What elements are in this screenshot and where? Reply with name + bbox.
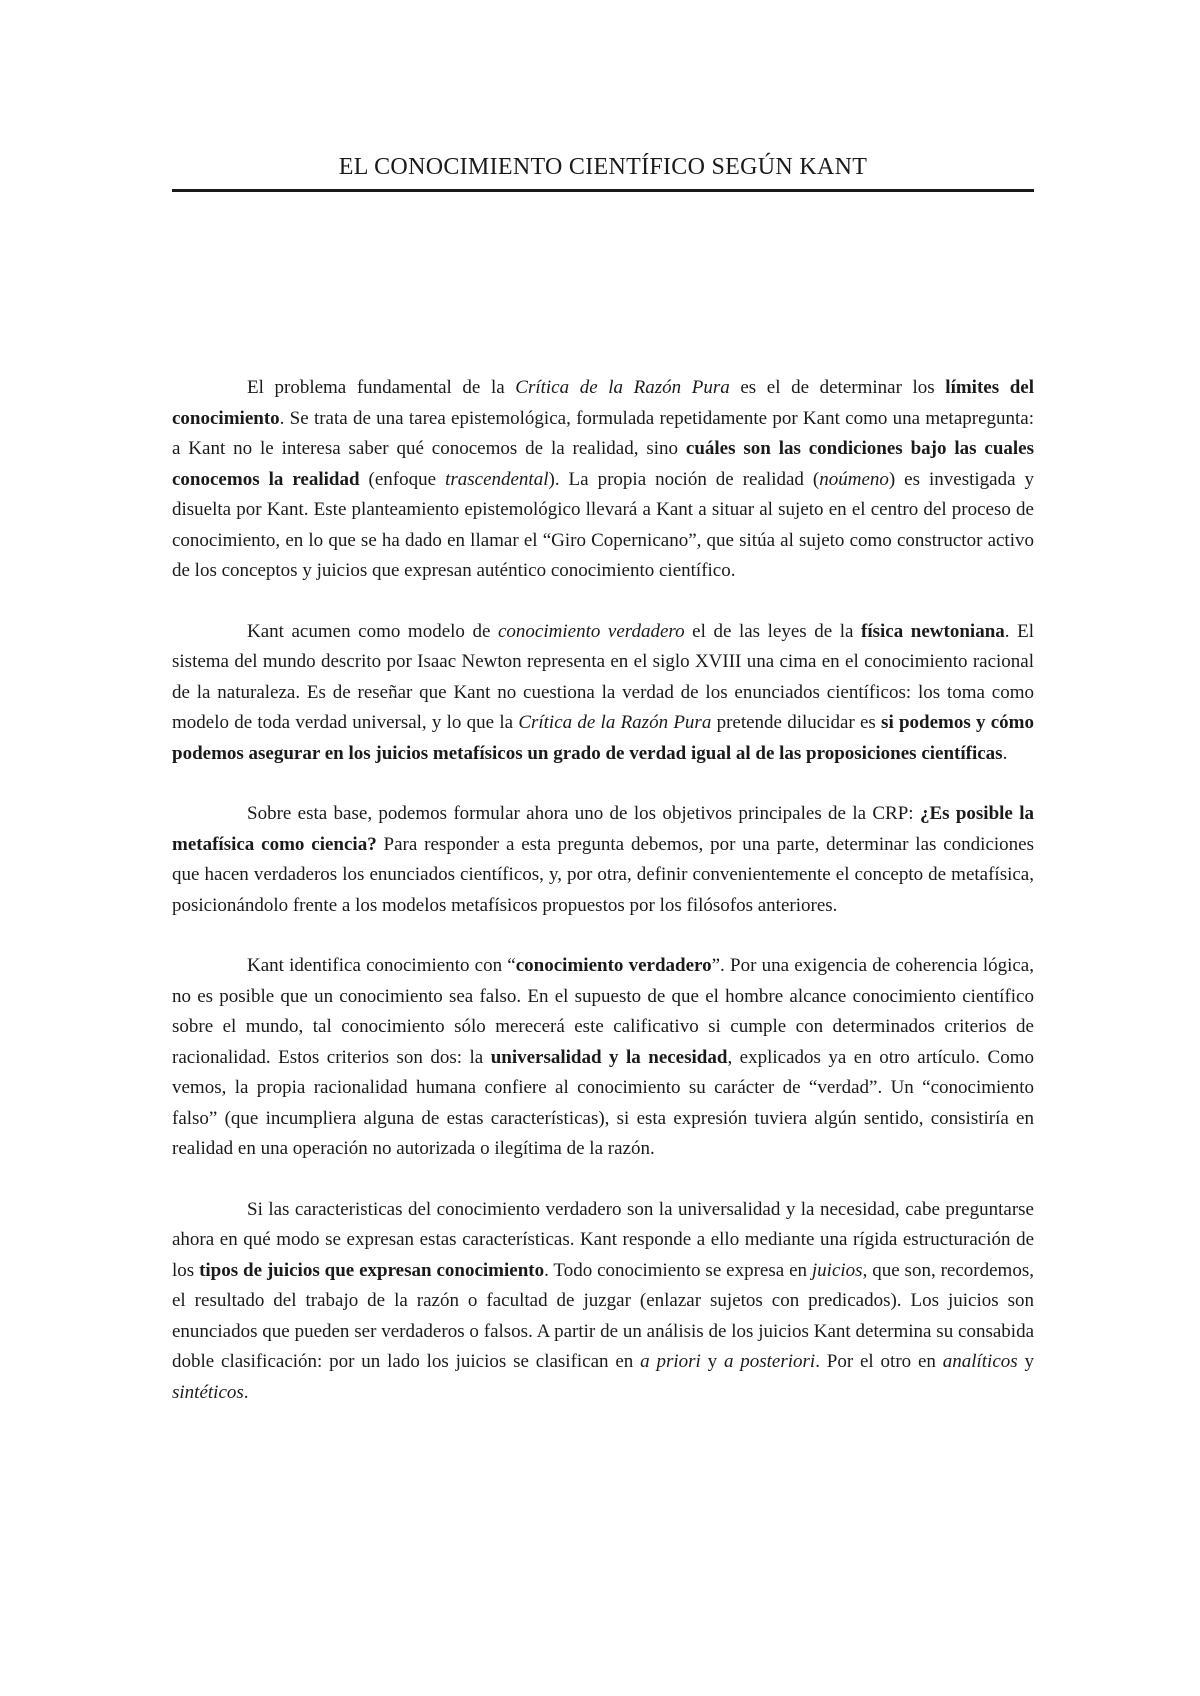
text-run-italic: juicios (811, 1259, 863, 1281)
text-run: y (1017, 1351, 1034, 1372)
text-run: ) es investigada y disuelta por Kant. Este planteamiento epistemológico llevará a Kant a situar al sujeto en el centro del proceso de conocimiento, en lo que se ha dado en llamar el “Giro Copernicano”, que sitúa al sujeto como constructor activo de los conceptos y juicios que expresan auténtico conocimiento científico. (172, 468, 1035, 581)
text-run: , explicados ya en otro artículo. Como vemos, la propia racionalidad humana confiere al conocimiento su carácter de “verdad”. Un “conocimiento falso” (que incumpliera alguna de estas características), si esta expresión tuviera algún sentido, consistiría en realidad en una operación no autorizada o ilegítima de la razón. (172, 1046, 1034, 1159)
paragraph-3 (172, 799, 1034, 921)
text-run: el de las leyes de la (684, 620, 862, 642)
text-run-italic: Crítica de la Razón Pura (518, 712, 712, 733)
text-run-bold: física newtoniana (861, 620, 1005, 642)
text-run-bold: tipos de juicios que expresan conocimiento (199, 1259, 545, 1281)
text-run: . (243, 1381, 249, 1403)
text-run: El problema fundamental de la (247, 377, 516, 398)
text-run: Kant acumen como modelo de (247, 620, 498, 642)
paragraph-2 (172, 617, 1034, 770)
document-title: EL CONOCIMIENTO CIENTÍFICO SEGÚN KANT (338, 154, 868, 180)
document-body (172, 373, 1034, 1408)
text-run-italic: trascendental (445, 468, 549, 490)
text-run-bold: universalidad y la necesidad (490, 1046, 728, 1068)
text-run: Kant identifica conocimiento con “ (247, 955, 516, 976)
text-run: (enfoque (359, 468, 446, 490)
paragraph-1 (172, 373, 1034, 587)
text-run: . El sistema del mundo descrito por Isaac Newton representa en el siglo XVIII una cima en el conocimiento racional de la naturaleza. Es de reseñar que Kant no cuestiona la verdad de los enunciados científicos: los toma como modelo de toda verdad universal, y lo que la (172, 620, 1034, 733)
text-run-italic: sintéticos (172, 1381, 244, 1403)
text-run: Si las caracteristicas del conocimiento verdadero son la universalidad y la necesidad, cabe preguntarse ahora en qué modo se expresan estas características. Kant responde a ello mediante una rígida estructuración de los (172, 1198, 1034, 1281)
text-run-italic: noúmeno (819, 468, 889, 490)
text-run-italic: analíticos (942, 1351, 1018, 1372)
text-run-italic: a priori (640, 1351, 701, 1372)
text-run: Sobre esta base, podemos formular ahora uno de los objetivos principales de la CRP: (247, 803, 920, 824)
text-run: ). La propia noción de realidad ( (548, 468, 820, 490)
text-run: es el de determinar los (729, 377, 946, 398)
text-run: ”. Por una exigencia de coherencia lógica, no es posible que un conocimiento sea falso. En el supuesto de que el hombre alcance conocimiento científico sobre el mundo, tal conocimiento sólo merecerá este calificativo si cumple con determinados criterios de racionalidad. Estos criterios son dos: la (172, 955, 1034, 1068)
text-run: Para responder a esta pregunta debemos, por una parte, determinar las condiciones que hacen verdaderos los enunciados científicos, y, por otra, definir convenientemente el concepto de metafísica, posicionándolo frente a los modelos metafísicos propuestos por los filósofos anteriores. (172, 833, 1034, 916)
text-run: , que son, recordemos, el resultado del trabajo de la razón o facultad de juzgar (enlazar sujetos con predicados). Los juicios son enunciados que pueden ser verdaderos o falsos. A partir de un análisis de los juicios Kant determina su consabida doble clasificación: por un lado los juicios se clasifican en (172, 1259, 1034, 1372)
text-run-bold: si podemos y cómo podemos asegurar en los juicios metafísicos un grado de verdad igual al de las proposiciones científicas (172, 712, 1034, 764)
text-run-bold: límites del conocimiento (172, 377, 1034, 429)
text-run-bold: conocimiento verdadero (515, 955, 712, 976)
text-run: . Todo conocimiento se expresa en (544, 1259, 812, 1281)
text-run-italic: conocimiento verdadero (498, 620, 685, 642)
text-run: pretende dilucidar es (711, 712, 882, 733)
text-run: . (1002, 742, 1008, 764)
paragraph-5 (172, 1195, 1034, 1409)
text-run-italic: a posteriori (723, 1351, 816, 1372)
text-run-bold: cuáles son las condiciones bajo las cuales conocemos la realidad (172, 438, 1034, 490)
title-underline (172, 189, 1034, 192)
text-run: . Se trata de una tarea epistemológica, formulada repetidamente por Kant como una metapregunta: a Kant no le interesa saber qué conocemos de la realidad, sino (172, 407, 1034, 459)
text-run: y (700, 1351, 724, 1372)
paragraph-4 (172, 951, 1034, 1165)
text-run: . Por el otro en (815, 1351, 943, 1372)
text-run-bold: ¿Es posible la metafísica como ciencia? (172, 803, 1034, 855)
text-run-italic: Crítica de la Razón Pura (515, 377, 730, 398)
